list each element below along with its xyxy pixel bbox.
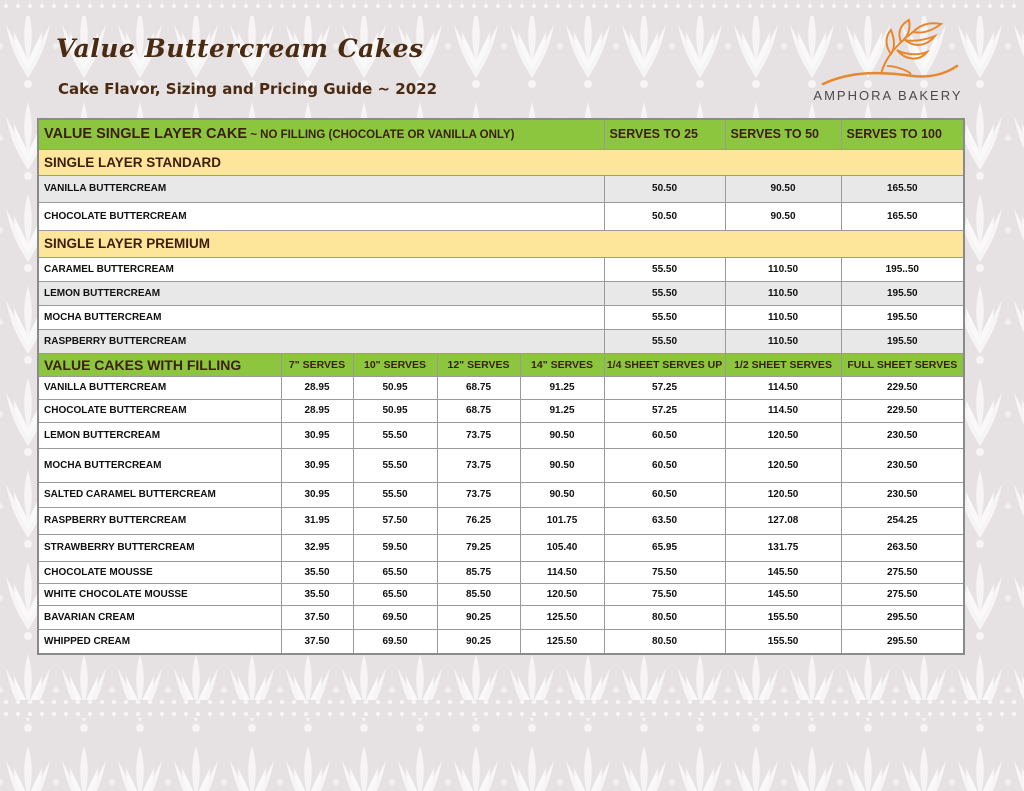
logo-text: AMPHORA BAKERY [813,88,963,103]
price-cell: 120.50 [520,583,604,605]
price-cell: 79.25 [437,534,520,561]
price-cell: 120.50 [725,422,841,448]
table-row [38,202,964,230]
amphora-flourish-icon [813,18,963,90]
price-cell: 90.50 [725,202,841,230]
table-row [38,329,964,353]
table-row [38,257,964,281]
price-cell: 75.50 [604,583,725,605]
price-cell: 37.50 [281,629,353,654]
table-row [38,629,964,654]
price-cell: 30.95 [281,448,353,482]
price-cell: 55.50 [604,329,725,353]
price-cell: 125.50 [520,605,604,629]
price-cell: 90.50 [520,422,604,448]
table-row [38,448,964,482]
table-row [38,175,964,202]
price-cell: 110.50 [725,257,841,281]
price-cell: 32.95 [281,534,353,561]
price-cell: 73.75 [437,448,520,482]
price-cell: 65.95 [604,534,725,561]
table-row [38,376,964,399]
price-cell: 85.75 [437,561,520,583]
price-cell: 57.25 [604,376,725,399]
price-cell: 90.25 [437,629,520,654]
price-cell: 90.50 [520,482,604,507]
price-cell: 275.50 [841,561,964,583]
flavor-cell: LEMON BUTTERCREAM [38,422,281,448]
table-row [38,305,964,329]
price-cell: 73.75 [437,482,520,507]
size-7-header: 7" SERVES [281,353,353,376]
price-cell: 60.50 [604,448,725,482]
price-cell: 75.50 [604,561,725,583]
price-cell: 155.50 [725,605,841,629]
size-10-header: 10" SERVES [353,353,437,376]
flavor-cell: CHOCOLATE BUTTERCREAM [38,399,281,422]
price-cell: 90.25 [437,605,520,629]
price-cell: 76.25 [437,507,520,534]
pricing-table [37,118,965,655]
price-cell: 35.50 [281,583,353,605]
flavor-cell: VANILLA BUTTERCREAM [38,175,604,202]
flavor-cell: CHOCOLATE BUTTERCREAM [38,202,604,230]
price-cell: 65.50 [353,561,437,583]
price-cell: 295.50 [841,629,964,654]
serves-50-header: SERVES TO 50 [725,119,841,149]
price-cell: 55.50 [604,257,725,281]
table-row [38,561,964,583]
price-cell: 165.50 [841,175,964,202]
table-row [38,422,964,448]
price-cell: 59.50 [353,534,437,561]
price-cell: 85.50 [437,583,520,605]
price-cell: 55.50 [353,448,437,482]
price-cell: 63.50 [604,507,725,534]
price-cell: 195.50 [841,329,964,353]
flavor-cell: LEMON BUTTERCREAM [38,281,604,305]
price-cell: 35.50 [281,561,353,583]
serves-100-header: SERVES TO 100 [841,119,964,149]
price-cell: 57.25 [604,399,725,422]
price-cell: 55.50 [604,281,725,305]
price-cell: 263.50 [841,534,964,561]
price-cell: 114.50 [725,376,841,399]
price-cell: 230.50 [841,482,964,507]
price-cell: 28.95 [281,399,353,422]
price-cell: 50.95 [353,376,437,399]
price-cell: 101.75 [520,507,604,534]
single-layer-header-row [38,119,964,149]
flavor-cell: SALTED CARAMEL BUTTERCREAM [38,482,281,507]
price-cell: 275.50 [841,583,964,605]
price-cell: 145.50 [725,583,841,605]
flavor-cell: CHOCOLATE MOUSSE [38,561,281,583]
flavor-cell: WHITE CHOCOLATE MOUSSE [38,583,281,605]
price-cell: 30.95 [281,482,353,507]
price-cell: 30.95 [281,422,353,448]
page-subtitle: Cake Flavor, Sizing and Pricing Guide ~ 2022 [58,80,438,98]
table-row [38,534,964,561]
price-cell: 145.50 [725,561,841,583]
section-header: SINGLE LAYER STANDARD [38,149,964,175]
price-cell: 120.50 [725,482,841,507]
price-cell: 110.50 [725,281,841,305]
table-row [38,399,964,422]
table-row [38,605,964,629]
price-cell: 229.50 [841,399,964,422]
price-cell: 110.50 [725,305,841,329]
price-cell: 73.75 [437,422,520,448]
price-cell: 65.50 [353,583,437,605]
price-cell: 165.50 [841,202,964,230]
price-cell: 55.50 [353,422,437,448]
bakery-logo [808,18,968,112]
price-cell: 230.50 [841,448,964,482]
price-cell: 55.50 [353,482,437,507]
price-cell: 195.50 [841,305,964,329]
price-cell: 31.95 [281,507,353,534]
price-cell: 60.50 [604,422,725,448]
price-cell: 37.50 [281,605,353,629]
price-cell: 69.50 [353,629,437,654]
price-cell: 90.50 [725,175,841,202]
price-cell: 50.95 [353,399,437,422]
price-cell: 125.50 [520,629,604,654]
table-row [38,482,964,507]
flavor-cell: WHIPPED CREAM [38,629,281,654]
quarter-sheet-header: 1/4 SHEET SERVES UP [604,353,725,376]
price-cell: 68.75 [437,376,520,399]
flavor-cell: RASPBERRY BUTTERCREAM [38,329,604,353]
price-cell: 229.50 [841,376,964,399]
price-cell: 155.50 [725,629,841,654]
price-cell: 114.50 [725,399,841,422]
price-cell: 120.50 [725,448,841,482]
price-cell: 80.50 [604,605,725,629]
flavor-cell: MOCHA BUTTERCREAM [38,305,604,329]
price-cell: 91.25 [520,399,604,422]
price-cell: 55.50 [604,305,725,329]
flavor-cell: MOCHA BUTTERCREAM [38,448,281,482]
price-cell: 80.50 [604,629,725,654]
flavor-cell: STRAWBERRY BUTTERCREAM [38,534,281,561]
filled-cakes-header-row [38,353,964,376]
table-row [38,583,964,605]
serves-25-header: SERVES TO 25 [604,119,725,149]
page-title: Value Buttercream Cakes [56,34,424,63]
price-cell: 50.50 [604,202,725,230]
price-cell: 90.50 [520,448,604,482]
price-cell: 114.50 [520,561,604,583]
flavor-cell: CARAMEL BUTTERCREAM [38,257,604,281]
size-12-header: 12" SERVES [437,353,520,376]
price-cell: 127.08 [725,507,841,534]
price-cell: 254.25 [841,507,964,534]
price-cell: 68.75 [437,399,520,422]
price-cell: 57.50 [353,507,437,534]
section-header: SINGLE LAYER PREMIUM [38,230,964,257]
price-cell: 28.95 [281,376,353,399]
flavor-cell: RASPBERRY BUTTERCREAM [38,507,281,534]
price-cell: 195..50 [841,257,964,281]
price-cell: 69.50 [353,605,437,629]
filled-cakes-header-title: VALUE CAKES WITH FILLING [38,353,281,376]
price-cell: 110.50 [725,329,841,353]
size-14-header: 14" SERVES [520,353,604,376]
table-row [38,507,964,534]
single-layer-header-title: VALUE SINGLE LAYER CAKE ~ NO FILLING (CHOCOLATE OR VANILLA ONLY) [38,119,604,149]
price-cell: 50.50 [604,175,725,202]
price-cell: 195.50 [841,281,964,305]
half-sheet-header: 1/2 SHEET SERVES [725,353,841,376]
flavor-cell: BAVARIAN CREAM [38,605,281,629]
price-cell: 60.50 [604,482,725,507]
price-cell: 295.50 [841,605,964,629]
price-cell: 91.25 [520,376,604,399]
price-cell: 131.75 [725,534,841,561]
flavor-cell: VANILLA BUTTERCREAM [38,376,281,399]
full-sheet-header: FULL SHEET SERVES [841,353,964,376]
price-cell: 105.40 [520,534,604,561]
table-row [38,281,964,305]
price-cell: 230.50 [841,422,964,448]
